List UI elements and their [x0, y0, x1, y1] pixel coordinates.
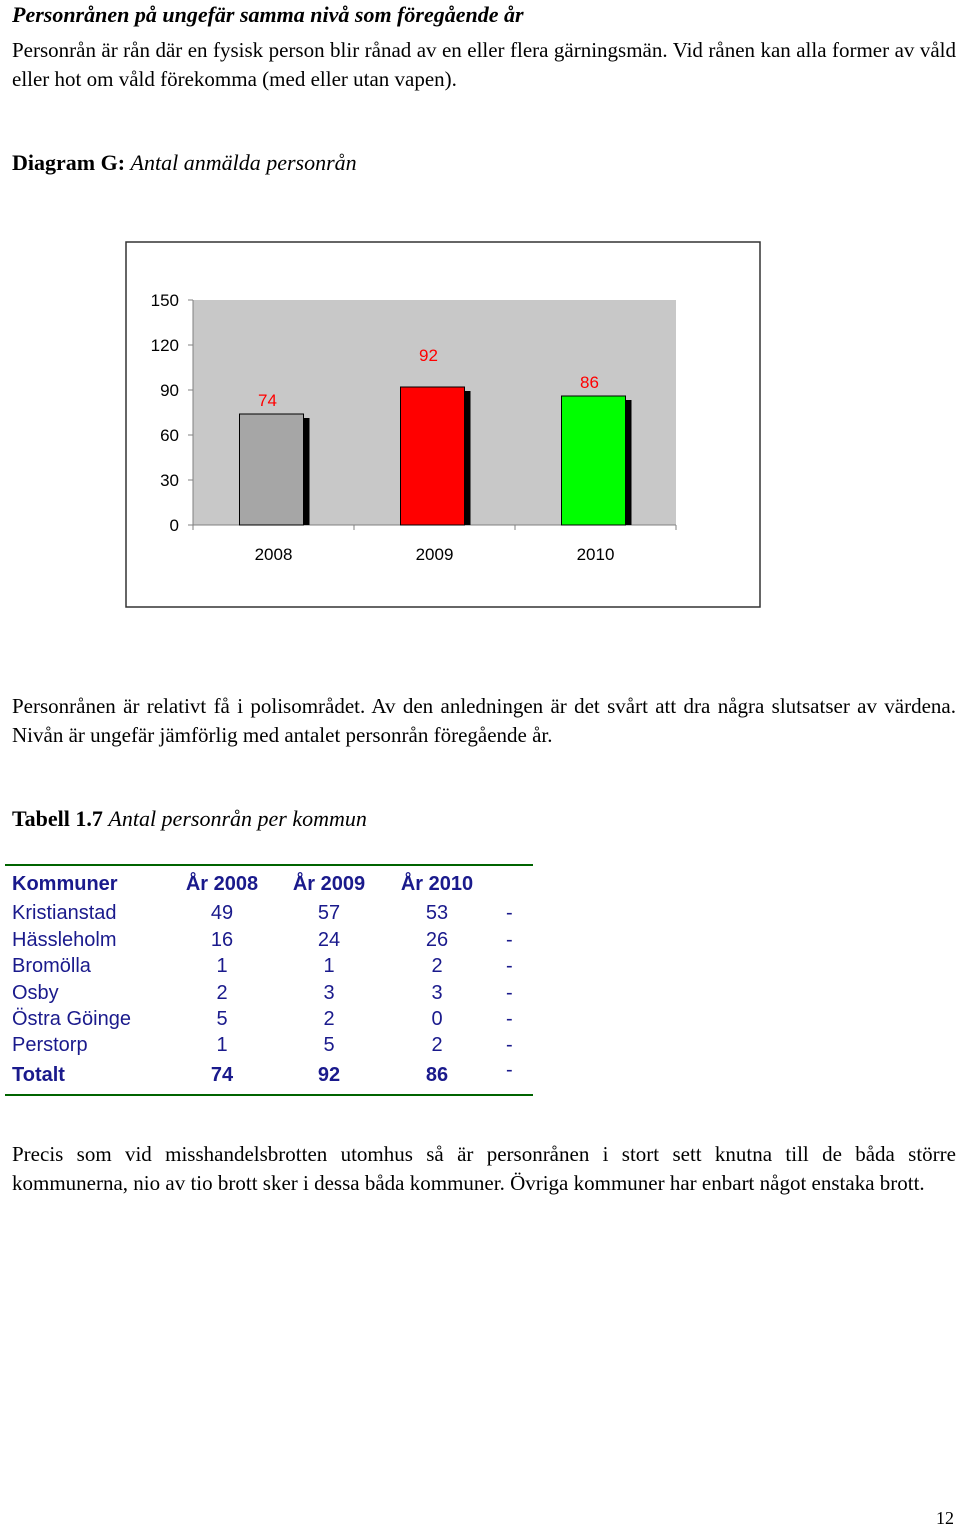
cell-2010: 3 [431, 982, 443, 1004]
cell-total-2008: 74 [210, 1064, 234, 1086]
cell-municipality: Bromölla [12, 955, 91, 977]
table-total-row [12, 1059, 532, 1090]
bar-chart [125, 241, 761, 608]
cell-total-2010: 86 [425, 1064, 449, 1086]
bar-2008 [240, 414, 304, 525]
table-row [12, 982, 532, 1008]
y-tick-label: 30 [160, 471, 179, 490]
table-row [12, 1034, 532, 1060]
cell-2009: 1 [323, 955, 335, 977]
chart-commentary: Personrånen är relativt få i polisområdet. Av den anledningen är det svårt att dra några slutsatser av värdena. Nivån är ungefär jämförlig med antalet personrån föregående år. [12, 694, 956, 747]
y-tick-label: 90 [160, 381, 179, 400]
table-caption-label: Tabell 1.7 [12, 806, 103, 831]
x-tick-label: 2010 [576, 545, 615, 564]
cell-2009: 57 [317, 902, 341, 924]
x-tick-label: 2009 [415, 545, 454, 564]
cell-2009: 3 [323, 982, 335, 1004]
bar-2009 [401, 387, 465, 525]
cell-dash: - [506, 982, 513, 1004]
intro-paragraph: Personrån är rån där en fysisk person blir rånad av en eller flera gärningsmän. Vid rånen kan alla former av våld eller hot om våld förekomma (med eller utan vapen). [12, 38, 956, 91]
cell-2009: 2 [323, 1008, 335, 1030]
table-row [12, 1008, 532, 1034]
cell-total-dash: - [506, 1059, 513, 1081]
bar-value-label: 74 [258, 391, 277, 410]
cell-2010: 2 [431, 1034, 443, 1056]
y-tick-label: 0 [169, 516, 179, 535]
y-tick-label: 150 [150, 291, 179, 310]
cell-2010: 2 [431, 955, 443, 977]
header-2008: År 2008 [185, 873, 259, 895]
diagram-caption-title: Antal anmälda personrån [130, 150, 357, 175]
cell-2010: 0 [431, 1008, 443, 1030]
cell-dash: - [506, 929, 513, 951]
page-number: 12 [936, 1508, 954, 1528]
bar-2010 [562, 396, 626, 525]
cell-2010: 26 [425, 929, 449, 951]
cell-2008: 5 [216, 1008, 228, 1030]
table-row [12, 929, 532, 955]
cell-2008: 49 [210, 902, 234, 924]
cell-dash: - [506, 955, 513, 977]
cell-2008: 2 [216, 982, 228, 1004]
cell-2010: 53 [425, 902, 449, 924]
cell-2008: 16 [210, 929, 234, 951]
cell-dash: - [506, 1034, 513, 1056]
table-caption-title: Antal personrån per kommun [108, 806, 367, 831]
cell-municipality: Perstorp [12, 1034, 88, 1056]
section-heading: Personrånen på ungefär samma nivå som föregående år [12, 2, 524, 27]
cell-municipality: Kristianstad [12, 902, 117, 924]
y-tick-label: 60 [160, 426, 179, 445]
cell-2008: 1 [216, 955, 228, 977]
diagram-caption [12, 150, 357, 176]
diagram-caption-label: Diagram G: [12, 150, 126, 175]
cell-total-label: Totalt [12, 1064, 65, 1086]
table-row [12, 902, 532, 928]
municipality-table [5, 864, 533, 1096]
cell-dash: - [506, 902, 513, 924]
cell-municipality: Östra Göinge [12, 1008, 131, 1030]
header-2009: År 2009 [292, 873, 366, 895]
table-caption [12, 806, 367, 832]
bar-value-label: 92 [419, 346, 438, 365]
cell-total-2009: 92 [317, 1064, 341, 1086]
bar-value-label: 86 [580, 373, 599, 392]
cell-2009: 5 [323, 1034, 335, 1056]
table-row [12, 955, 532, 981]
header-kommuner: Kommuner [12, 873, 118, 895]
cell-municipality: Hässleholm [12, 929, 117, 951]
cell-2009: 24 [317, 929, 341, 951]
header-2010: År 2010 [400, 873, 474, 895]
x-tick-label: 2008 [254, 545, 293, 564]
cell-dash: - [506, 1008, 513, 1030]
y-tick-label: 120 [150, 336, 179, 355]
closing-paragraph: Precis som vid misshandelsbrotten utomhus så är personrånen i stort sett knutna till de båda större kommunerna, nio av tio brott sker i dessa båda kommuner. Övriga kommuner har enbart något enstaka brott. [12, 1142, 956, 1195]
table-header-row [12, 873, 532, 899]
cell-2008: 1 [216, 1034, 228, 1056]
cell-municipality: Osby [12, 982, 59, 1004]
